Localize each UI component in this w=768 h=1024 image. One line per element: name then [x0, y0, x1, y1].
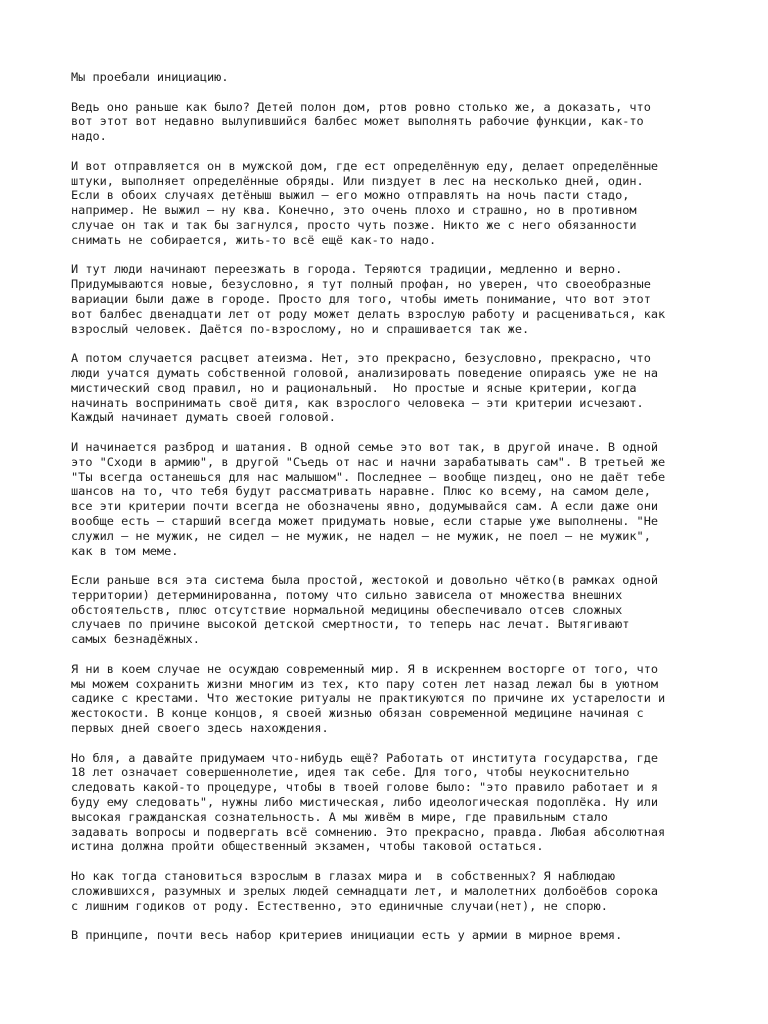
text-line: с лишним годиков от роду. Естественно, это единичные случаи(нет), не спорю. [71, 898, 608, 913]
text-line: первых дней своего здесь нахождения. [71, 721, 329, 736]
text-line: Если раньше вся эта система была простой, жестокой и довольно чётко(в рамках одной [71, 573, 659, 588]
text-line: вариации были даже в городе. Просто для того, чтобы иметь понимание, что вот этот [71, 291, 651, 306]
text-line: люди учатся думать собственной головой, анализировать поведение опираясь уже не на [71, 365, 659, 380]
text-line: начинать воспринимать своё дитя, как взрослого человека — эти критерии исчезают. [71, 395, 644, 410]
text-line: сложившихся, разумных и зрелых людей семнадцати лет, и малолетних долбоёбов сорока [71, 883, 659, 898]
text-line: жестокости. В конце концов, я своей жизнью обязан современной медицине начиная с [71, 706, 644, 721]
text-line: надо. [71, 129, 107, 144]
paragraph [71, 751, 701, 855]
text-line: случае он так и так бы загнулся, просто чуть позже. Никто же с него обязанности [71, 217, 637, 232]
text-line: истина должна пройти общественный экзамен, чтобы таковой остаться. [71, 839, 544, 854]
text-line: это "Сходи в армию", в другой "Съедь от нас и начни зарабатывать сам". В третьей же [71, 454, 666, 469]
text-line: Но как тогда становиться взрослым в глазах мира и в собственных? Я наблюдаю [71, 869, 616, 884]
text-line: вот балбес двенадцати лет от роду может делать взрослую работу и расцениваться, как [71, 306, 666, 321]
text-line: высокая гражданская сознательность. А мы живём в мире, где правильным стало [71, 809, 608, 824]
text-line: задавать вопросы и подвергать всё сомнению. Это прекрасно, правда. Любая абсолютная [71, 824, 666, 839]
text-line: как в том меме. [71, 543, 179, 558]
text-line: буду ему следовать", нужны либо мистическая, либо идеологическая подоплёка. Ну или [71, 795, 659, 810]
document-page [71, 70, 701, 958]
text-line: Ведь оно раньше как было? Детей полон дом, ртов ровно столько же, а доказать, что [71, 99, 651, 114]
text-line: мы можем сохранить жизни многим из тех, кто пару сотен лет назад лежал бы в уютном [71, 676, 659, 691]
paragraph [71, 262, 701, 336]
text-line: Но бля, а давайте придумаем что-нибудь ещё? Работать от института государства, где [71, 750, 659, 765]
text-line: обстоятельств, плюс отсутствие нормальной медицины обеспечивало отсев сложных [71, 602, 623, 617]
text-line: служил — не мужик, не сидел — не мужик, не надел — не мужик, не поел — не мужик", [71, 528, 651, 543]
text-line: И тут люди начинают переезжать в города. Теряются традиции, медленно и верно. [71, 262, 623, 277]
paragraph [71, 573, 701, 647]
text-line: 18 лет означает совершеннолетие, идея так себе. Для того, чтобы неукоснительно [71, 765, 630, 780]
paragraph [71, 662, 701, 736]
paragraph [71, 100, 701, 144]
text-line: следовать какой-то процедуре, чтобы в твоей голове было: "это правило работает и я [71, 780, 659, 795]
text-line: В принципе, почти весь набор критериев инициации есть у армии в мирное время. [71, 928, 623, 943]
text-line: территории) детерминированна, потому что сильно зависела от множества внешних [71, 587, 623, 602]
text-line: И вот отправляется он в мужской дом, где ест определённую еду, делает определённые [71, 158, 659, 173]
text-line: "Ты всегда останешься для нас малышом". Последнее — вообще пиздец, оно не даёт тебе [71, 469, 666, 484]
text-line: Каждый начинает думать своей головой. [71, 410, 336, 425]
text-line: все эти критерии почти всегда не обозначены явно, додумывайся сам. А если даже они [71, 499, 659, 514]
text-line: вот этот вот недавно вылупившийся балбес может выполнять рабочие функции, как-то [71, 114, 644, 129]
paragraph [71, 440, 701, 558]
text-line: мистический свод правил, но и рациональный. Но простые и ясные критерии, когда [71, 380, 637, 395]
text-line: случаев по причине высокой детской смертности, то теперь нас лечат. Вытягивают [71, 617, 630, 632]
text-line: И начинается разброд и шатания. В одной семье это вот так, в другой иначе. В одной [71, 439, 659, 454]
text-line: самых безнадёжных. [71, 632, 200, 647]
text-line: Я ни в коем случае не осуждаю современный мир. Я в искреннем восторге от того, что [71, 661, 659, 676]
text-line: например. Не выжил — ну ква. Конечно, это очень плохо и страшно, но в противном [71, 203, 637, 218]
text-line: А потом случается расцвет атеизма. Нет, это прекрасно, безусловно, прекрасно, что [71, 351, 651, 366]
paragraph [71, 869, 701, 913]
text-line: вообще есть — старший всегда может придумать новые, если старые уже выполнены. "Не [71, 513, 659, 528]
text-line: снимать не собирается, жить-то всё ещё как-то надо. [71, 232, 437, 247]
text-line: Мы проебали инициацию. [71, 70, 229, 84]
text-line: штуки, выполняет определённые обряды. Или пиздует в лес на несколько дней, один. [71, 173, 644, 188]
text-line: шансов на то, что тебя будут рассматривать наравне. Плюс ко всему, на самом деле, [71, 484, 651, 499]
text-line: Придумываются новые, безусловно, я тут полный профан, но уверен, что своеобразные [71, 277, 651, 292]
paragraph [71, 928, 701, 943]
paragraph [71, 70, 701, 85]
text-line: Если в обоих случаях детёныш выжил — его можно отправлять на ночь пасти стадо, [71, 188, 630, 203]
paragraph [71, 351, 701, 425]
text-line: садике с крестами. Что жестокие ритуалы не практикуются по причине их устарелости и [71, 691, 666, 706]
text-line: взрослый человек. Даётся по-взрослому, но и спрашивается так же. [71, 321, 530, 336]
paragraph [71, 159, 701, 248]
